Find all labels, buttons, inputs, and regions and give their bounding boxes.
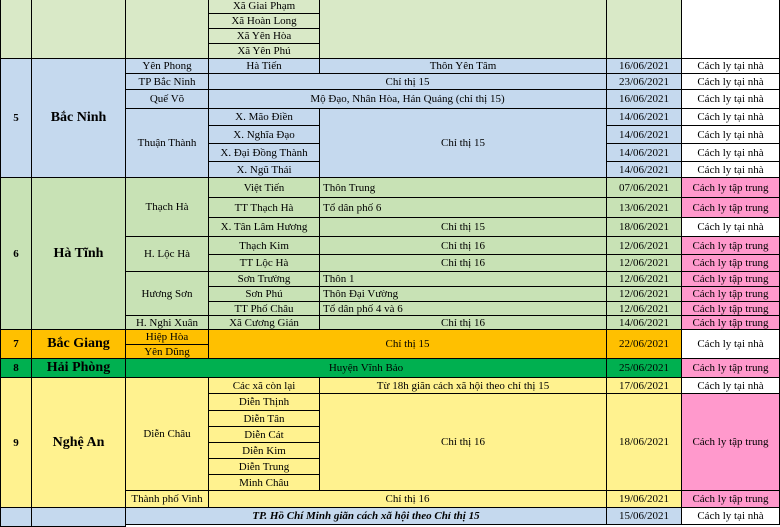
- measure-text: Cách ly tại nhà: [697, 111, 764, 123]
- district-name: TP Bắc Ninh: [138, 75, 196, 88]
- date-text: 15/06/2021: [618, 510, 670, 522]
- date-cell: [606, 197, 682, 218]
- district-name: Yên Dũng: [144, 345, 190, 358]
- commune-cell: [208, 161, 320, 178]
- district-name: Diễn Châu: [143, 428, 191, 440]
- measure-cell: [681, 254, 780, 272]
- date-text: 12/06/2021: [618, 257, 670, 269]
- detail-text: Thôn Trung: [323, 181, 376, 194]
- detail-text: Chỉ thị 15: [385, 75, 430, 88]
- detail-cell: [319, 286, 607, 302]
- date-cell: [606, 254, 682, 272]
- commune-cell: [208, 125, 320, 144]
- date-cell: [606, 58, 682, 74]
- district-cell: [125, 236, 209, 272]
- district-cell: [125, 89, 209, 109]
- detail-cell: [319, 236, 607, 255]
- measure-cell: [681, 286, 780, 302]
- district-cell: [125, 315, 209, 330]
- commune-name: X. Tân Lâm Hương: [220, 221, 308, 233]
- detail-text: Chỉ thị 15: [440, 137, 485, 149]
- measure-text: Cách ly tập trung: [692, 273, 769, 285]
- measure-text: Cách ly tại nhà: [697, 93, 764, 105]
- measure-cell: [681, 125, 780, 144]
- commune-cell: [208, 13, 320, 29]
- measure-text: Cách ly tại nhà: [697, 75, 764, 88]
- measure-cell: [681, 177, 780, 198]
- district-name: Thạch Hà: [145, 201, 189, 213]
- date-cell: [606, 358, 682, 378]
- date-text: 22/06/2021: [618, 338, 670, 350]
- detail-text: Thôn Yên Tâm: [429, 60, 497, 72]
- district-cell: [125, 490, 209, 508]
- province-name: Hải Phòng: [46, 360, 111, 375]
- district-cell: [125, 73, 209, 90]
- detail-cell: [319, 377, 607, 394]
- stt-cell: [0, 58, 32, 178]
- commune-name: X. Nghĩa Đạo: [233, 128, 295, 141]
- commune-cell: [208, 426, 320, 443]
- district-cell: [125, 108, 209, 178]
- commune-name: Sơn Phú: [245, 288, 283, 300]
- detail-text: Chỉ thị 16: [440, 257, 485, 269]
- detail-cell: [319, 254, 607, 272]
- measure-cell: [681, 490, 780, 508]
- district-name: H. Lộc Hà: [143, 248, 191, 260]
- measure-text: Cách ly tại nhà: [697, 338, 764, 350]
- measure-text: Cách ly tại nhà: [697, 163, 764, 176]
- detail-cell: [208, 490, 607, 508]
- date-cell: [606, 315, 682, 330]
- measure-text: Cách ly tại nhà: [697, 510, 764, 522]
- measure-cell: [681, 73, 780, 90]
- measure-text: Cách ly tại nhà: [697, 221, 764, 233]
- stt-cell: [0, 177, 32, 330]
- detail-text: TP. Hồ Chí Minh giãn cách xã hội theo Chỉ thị 15: [252, 510, 480, 522]
- date-cell: [606, 393, 682, 491]
- detail-text: Tổ dân phố 4 và 6: [323, 302, 403, 315]
- commune-cell: [208, 108, 320, 126]
- province-name: Bắc Ninh: [50, 110, 107, 125]
- commune-cell: [208, 217, 320, 237]
- measure-cell: [681, 236, 780, 255]
- commune-name: Xã Giai Phạm: [232, 0, 296, 12]
- measure-cell: [681, 507, 780, 525]
- date-text: 12/06/2021: [618, 239, 670, 252]
- commune-name: Xã Yên Phú: [237, 45, 291, 57]
- commune-cell: [208, 58, 320, 74]
- stt-cell: [0, 507, 32, 527]
- stt-number: 6: [13, 247, 19, 260]
- date-cell: [606, 490, 682, 508]
- district-name: Quế Võ: [149, 93, 185, 105]
- province-name: Nghệ An: [52, 434, 105, 450]
- detail-text: Chỉ thị 15: [385, 338, 430, 350]
- commune-name: Diễn Cát: [244, 428, 284, 441]
- commune-name: X. Đại Đồng Thành: [220, 146, 308, 159]
- detail-cell: [319, 177, 607, 198]
- measure-text: Cách ly tập trung: [692, 288, 769, 300]
- date-text: 14/06/2021: [618, 316, 670, 329]
- detail-cell: [319, 315, 607, 330]
- measure-cell: [681, 358, 780, 378]
- commune-name: Sơn Trường: [237, 273, 291, 285]
- province-cell: [31, 58, 126, 178]
- detail-text: Huyện Vĩnh Bảo: [328, 362, 404, 374]
- commune-name: Diễn Trung: [238, 460, 290, 473]
- commune-name: X. Mão Điền: [235, 111, 293, 123]
- commune-name: Xã Hoàn Long: [231, 15, 297, 27]
- district-cell: [125, 271, 209, 316]
- measure-cell: [681, 108, 780, 126]
- stt-number: 7: [13, 338, 19, 350]
- commune-name: Thạch Kim: [239, 239, 289, 252]
- date-cell: [606, 73, 682, 90]
- commune-name: Diễn Tân: [243, 412, 285, 425]
- district-name: H. Nghi Xuân: [135, 316, 199, 329]
- province-cell: [31, 507, 126, 527]
- detail-text: Chỉ thị 15: [440, 221, 485, 233]
- date-cell: [606, 377, 682, 394]
- commune-cell: [208, 474, 320, 491]
- commune-name: Hà Tiến: [246, 60, 282, 72]
- measure-text: Cách ly tập trung: [692, 302, 769, 315]
- detail-cell: [319, 217, 607, 237]
- district-name: Yên Phong: [142, 60, 192, 72]
- district-cell: [125, 58, 209, 74]
- measure-text: Cách ly tập trung: [692, 181, 769, 194]
- detail-cell: [208, 329, 607, 359]
- measure-text: Cách ly tập trung: [692, 316, 769, 329]
- date-text: 14/06/2021: [618, 163, 670, 176]
- commune-cell: [208, 442, 320, 459]
- measure-text: Cách ly tại nhà: [697, 146, 764, 159]
- date-cell: [606, 143, 682, 162]
- stt-number: 5: [13, 112, 19, 124]
- measure-cell: [681, 197, 780, 218]
- detail-text: Thôn Đại Vường: [323, 288, 399, 300]
- date-text: 16/06/2021: [618, 93, 670, 105]
- date-text: 07/06/2021: [618, 181, 670, 194]
- detail-cell: [208, 73, 607, 90]
- commune-cell: [208, 377, 320, 394]
- province-cell: [31, 329, 126, 359]
- date-text: 16/06/2021: [618, 60, 670, 72]
- date-cell: [606, 271, 682, 287]
- date-cell: [606, 125, 682, 144]
- measure-text: Cách ly tại nhà: [697, 60, 764, 72]
- measure-cell: [681, 393, 780, 491]
- date-cell: [606, 507, 682, 525]
- detail-cell: [319, 58, 607, 74]
- commune-cell: [208, 315, 320, 330]
- date-text: 23/06/2021: [618, 75, 670, 88]
- detail-text: Từ 18h giãn cách xã hội theo chỉ thị 15: [376, 379, 550, 392]
- date-cell: [606, 177, 682, 198]
- measure-cell: [681, 301, 780, 316]
- measure-cell: [681, 217, 780, 237]
- stt-number: 9: [13, 436, 19, 449]
- detail-text: Tổ dân phố 6: [323, 201, 382, 214]
- commune-cell: [208, 393, 320, 411]
- date-text: 14/06/2021: [618, 146, 670, 159]
- province-name: Bắc Giang: [47, 336, 110, 351]
- detail-text: Chỉ thị 16: [385, 493, 430, 505]
- measure-cell: [681, 329, 780, 359]
- district-cell: [125, 377, 209, 491]
- commune-cell: [208, 271, 320, 287]
- commune-cell: [208, 410, 320, 427]
- detail-cell: [319, 197, 607, 218]
- detail-cell: [319, 393, 607, 491]
- date-text: 18/06/2021: [618, 436, 670, 448]
- district-cell: [125, 344, 209, 359]
- commune-name: Việt Tiến: [243, 181, 285, 194]
- date-text: 12/06/2021: [618, 302, 670, 315]
- date-text: 17/06/2021: [618, 379, 670, 392]
- commune-name: Minh Châu: [239, 476, 289, 489]
- stt-cell: [0, 358, 32, 378]
- district-cell: [125, 177, 209, 237]
- date-text: 12/06/2021: [618, 288, 670, 300]
- measure-cell: [681, 315, 780, 330]
- commune-cell: [208, 254, 320, 272]
- detail-cell: [208, 89, 607, 109]
- measure-cell: [681, 89, 780, 109]
- province-cell: [31, 377, 126, 508]
- detail-text: Chỉ thị 16: [440, 316, 485, 329]
- commune-name: TT Phố Châu: [234, 302, 294, 315]
- date-cell: [606, 0, 682, 59]
- district-cell: [125, 0, 209, 59]
- detail-text: Thôn 1: [323, 273, 355, 285]
- commune-cell: [208, 0, 320, 14]
- stt-cell: [0, 377, 32, 508]
- detail-text: Chỉ thị 16: [440, 239, 485, 252]
- measure-cell: [681, 161, 780, 178]
- date-text: 19/06/2021: [618, 493, 670, 505]
- district-name: Thuận Thành: [137, 137, 197, 149]
- detail-cell: [319, 271, 607, 287]
- measure-cell: [681, 143, 780, 162]
- commune-name: X. Ngũ Thái: [236, 163, 292, 176]
- measure-text: Cách ly tập trung: [692, 436, 769, 448]
- measure-cell: [681, 377, 780, 394]
- measure-text: Cách ly tại nhà: [697, 379, 764, 392]
- measure-text: Cách ly tập trung: [692, 239, 769, 252]
- stt-cell: [0, 0, 32, 59]
- commune-cell: [208, 28, 320, 44]
- date-cell: [606, 108, 682, 126]
- commune-cell: [208, 197, 320, 218]
- commune-name: Các xã còn lại: [232, 379, 296, 392]
- commune-name: Xã Yên Hòa: [236, 30, 292, 42]
- date-cell: [606, 89, 682, 109]
- commune-cell: [208, 177, 320, 198]
- district-cell: [125, 329, 209, 345]
- measure-cell: [681, 271, 780, 287]
- stt-number: 8: [13, 362, 19, 374]
- commune-name: TT Thạch Hà: [234, 201, 294, 214]
- date-cell: [606, 301, 682, 316]
- date-text: 25/06/2021: [618, 362, 670, 374]
- commune-cell: [208, 458, 320, 475]
- commune-cell: [208, 286, 320, 302]
- date-cell: [606, 236, 682, 255]
- measure-text: Cách ly tập trung: [692, 257, 769, 269]
- detail-cell: [319, 301, 607, 316]
- province-cell: [31, 177, 126, 330]
- date-text: 18/06/2021: [618, 221, 670, 233]
- commune-name: Xã Cương Gián: [229, 316, 299, 329]
- detail-cell: [319, 108, 607, 178]
- province-cell: [31, 0, 126, 59]
- commune-name: TT Lộc Hà: [239, 257, 289, 269]
- date-cell: [606, 329, 682, 359]
- date-text: 13/06/2021: [618, 201, 670, 214]
- measure-text: Cách ly tập trung: [692, 201, 769, 214]
- date-cell: [606, 217, 682, 237]
- date-cell: [606, 161, 682, 178]
- measure-text: Cách ly tập trung: [692, 493, 769, 505]
- measure-cell: [681, 0, 780, 59]
- detail-cell: [125, 507, 607, 525]
- stt-cell: [0, 329, 32, 359]
- district-name: Thành phố Vinh: [131, 493, 203, 505]
- date-text: 14/06/2021: [618, 111, 670, 123]
- district-name: Hương Sơn: [141, 287, 193, 300]
- district-name: Hiệp Hòa: [145, 331, 189, 343]
- date-text: 12/06/2021: [618, 273, 670, 285]
- commune-name: Diễn Thịnh: [238, 396, 290, 408]
- measure-text: Cách ly tập trung: [692, 362, 769, 374]
- detail-text: Mộ Đạo, Nhân Hòa, Hán Quảng (chỉ thị 15): [310, 93, 505, 105]
- measure-cell: [681, 58, 780, 74]
- date-cell: [606, 286, 682, 302]
- commune-cell: [208, 301, 320, 316]
- date-text: 14/06/2021: [618, 128, 670, 141]
- commune-cell: [208, 143, 320, 162]
- measure-text: Cách ly tại nhà: [697, 128, 764, 141]
- commune-cell: [208, 43, 320, 59]
- detail-cell: [125, 358, 607, 378]
- detail-text: Chỉ thị 16: [440, 436, 485, 448]
- commune-cell: [208, 236, 320, 255]
- commune-name: Diễn Kim: [242, 444, 286, 457]
- detail-cell: [319, 0, 607, 59]
- province-cell: [31, 358, 126, 378]
- province-name: Hà Tĩnh: [53, 245, 104, 261]
